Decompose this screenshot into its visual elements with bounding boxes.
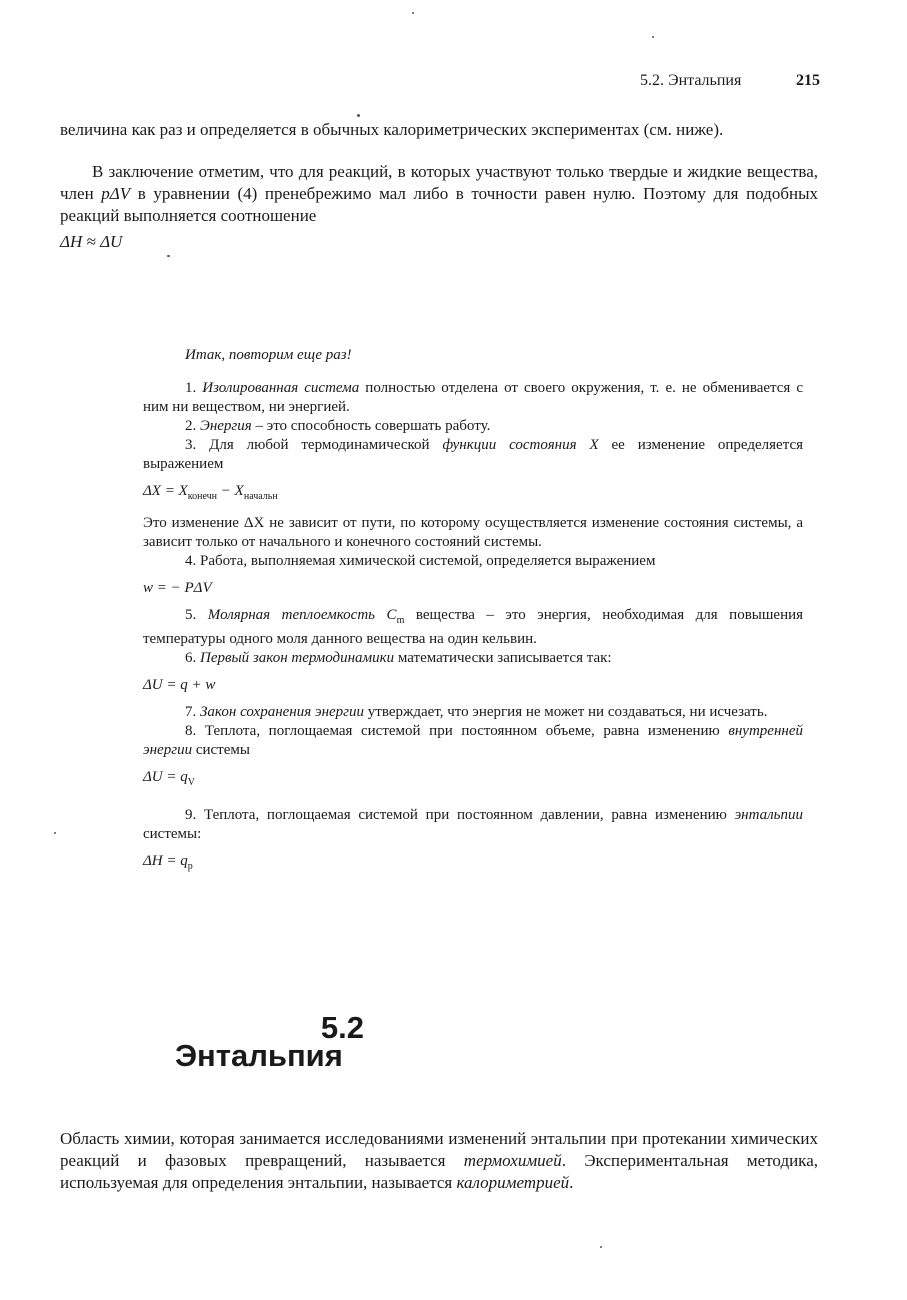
item9-text-b: системы: bbox=[143, 826, 202, 842]
term-isolated-system: Изолированная система bbox=[202, 380, 360, 396]
term-enthalpy: энтальпии bbox=[734, 807, 803, 823]
term-first-law: Первый закон термодинамики bbox=[200, 650, 395, 666]
term-internal-energy: внутренней энергии bbox=[143, 723, 804, 758]
para2-term: pΔV bbox=[101, 184, 131, 203]
item8-text-a: Теплота, поглощаемая системой при постоянном объеме, равна изменению bbox=[204, 723, 729, 739]
para3-text-b: . Экспериментальная методика, используемая для определения энтальпии, называется bbox=[60, 1151, 818, 1192]
eq3-lhs: ΔX = X bbox=[143, 483, 188, 499]
section-title: Энтальпия bbox=[175, 1038, 343, 1073]
item-number: 3. bbox=[185, 437, 197, 453]
symbol-sub-m: m bbox=[396, 615, 405, 626]
paragraph-continuation: величина как раз и определяется в обычных калориметрических экспериментах (см. ниже). bbox=[60, 120, 724, 139]
summary-item-8 bbox=[143, 722, 803, 760]
term-thermochemistry: термохимией bbox=[463, 1151, 562, 1170]
item3-text-a: Для любой термодинамической bbox=[209, 437, 443, 453]
term-energy-conservation: Закон сохранения энергии bbox=[200, 704, 365, 720]
paragraph-conclusion bbox=[60, 161, 818, 227]
paragraph-thermochemistry bbox=[60, 1128, 818, 1194]
summary-title: Итак, повторим еще раз! bbox=[185, 347, 352, 363]
symbol-c: C bbox=[386, 607, 397, 623]
term-calorimetry: калориметрией bbox=[456, 1173, 570, 1192]
term-state-function: функции состояния X bbox=[442, 437, 599, 453]
eq3-sub-initial: начальн bbox=[243, 491, 278, 502]
item9-text-a: Теплота, поглощаемая системой при постоянном давлении, равна изменению bbox=[203, 807, 735, 823]
equation-work: w = − PΔV bbox=[143, 580, 212, 596]
item4-text: Работа, выполняемая химической системой, определяется выражением bbox=[200, 553, 656, 569]
item5-text: вещества – это энергия, необходимая для повышения температуры одного моля данного вещества на один кельвин. bbox=[143, 607, 804, 647]
eq8-sub: V bbox=[187, 777, 195, 788]
para3-text-a: Область химии, которая занимается исследованиями изменений энтальпии при протекании химических реакций и фазовых превращений, называется bbox=[60, 1129, 818, 1170]
summary-item-9 bbox=[143, 806, 803, 844]
item-number: 2. bbox=[185, 418, 197, 434]
summary-item-3 bbox=[143, 436, 803, 474]
section-number: 5.2 bbox=[320, 1010, 364, 1045]
summary-note-3: Это изменение ΔX не зависит от пути, по которому осуществляется изменение состояния системы, а зависит только от начального и конечного состояний системы. bbox=[143, 515, 803, 550]
summary-item-5 bbox=[143, 606, 803, 649]
item-number: 8. bbox=[185, 723, 197, 739]
summary-item-2 bbox=[143, 417, 803, 436]
eq3-mid: − X bbox=[217, 483, 244, 499]
item3-text-b: ее изменение определяется выражением bbox=[143, 437, 804, 472]
summary-item-6 bbox=[143, 649, 803, 668]
equation-first-law: ΔU = q + w bbox=[143, 677, 216, 693]
para2-text-b: в уравнении (4) пренебрежимо мал либо в точности равен нулю. Поэтому для подобных реакций выполняется соотношение bbox=[60, 184, 818, 225]
para2-text-a: В заключение отметим, что для реакций, в которых участвуют только твердые и жидкие вещества, член bbox=[60, 162, 818, 203]
para3-text-c: . bbox=[569, 1173, 574, 1192]
summary-box bbox=[143, 346, 803, 884]
equation-du-qv bbox=[143, 768, 803, 792]
item1-text: полностью отделена от своего окружения, т. е. не обменивается с ним ни веществом, ни энергией. bbox=[143, 380, 804, 415]
eq8-lhs: ΔU = q bbox=[143, 769, 188, 785]
running-header bbox=[640, 72, 820, 90]
item-number: 5. bbox=[185, 607, 197, 623]
item-number: 1. bbox=[185, 380, 197, 396]
eq9-lhs: ΔH = q bbox=[143, 853, 188, 869]
item8-text-b: системы bbox=[192, 742, 250, 758]
item-number: 4. bbox=[185, 553, 197, 569]
symbol-cm bbox=[386, 607, 405, 626]
eq3-sub-final: конечн bbox=[187, 491, 218, 502]
item7-text: утверждает, что энергия не может ни создаваться, ни исчезать. bbox=[364, 704, 768, 720]
summary-item-7 bbox=[143, 703, 803, 722]
eq9-sub: p bbox=[187, 861, 193, 872]
item2-text: – это способность совершать работу. bbox=[251, 418, 491, 434]
summary-item-1 bbox=[143, 379, 803, 417]
formula-dh-approx-du: ΔH ≈ ΔU bbox=[60, 232, 123, 251]
equation-delta-x bbox=[143, 482, 803, 506]
item6-text: математически записывается так: bbox=[394, 650, 612, 666]
term-molar-heat-capacity: Молярная теплоемкость bbox=[207, 607, 375, 623]
item-number: 7. bbox=[185, 704, 197, 720]
page-number: 215 bbox=[796, 72, 820, 89]
term-energy: Энергия bbox=[200, 418, 252, 434]
item-number: 6. bbox=[185, 650, 197, 666]
item-number: 9. bbox=[185, 807, 197, 823]
equation-dh-qp bbox=[143, 852, 803, 876]
header-section-title: 5.2. Энтальпия bbox=[640, 72, 742, 89]
summary-item-4 bbox=[143, 552, 803, 571]
